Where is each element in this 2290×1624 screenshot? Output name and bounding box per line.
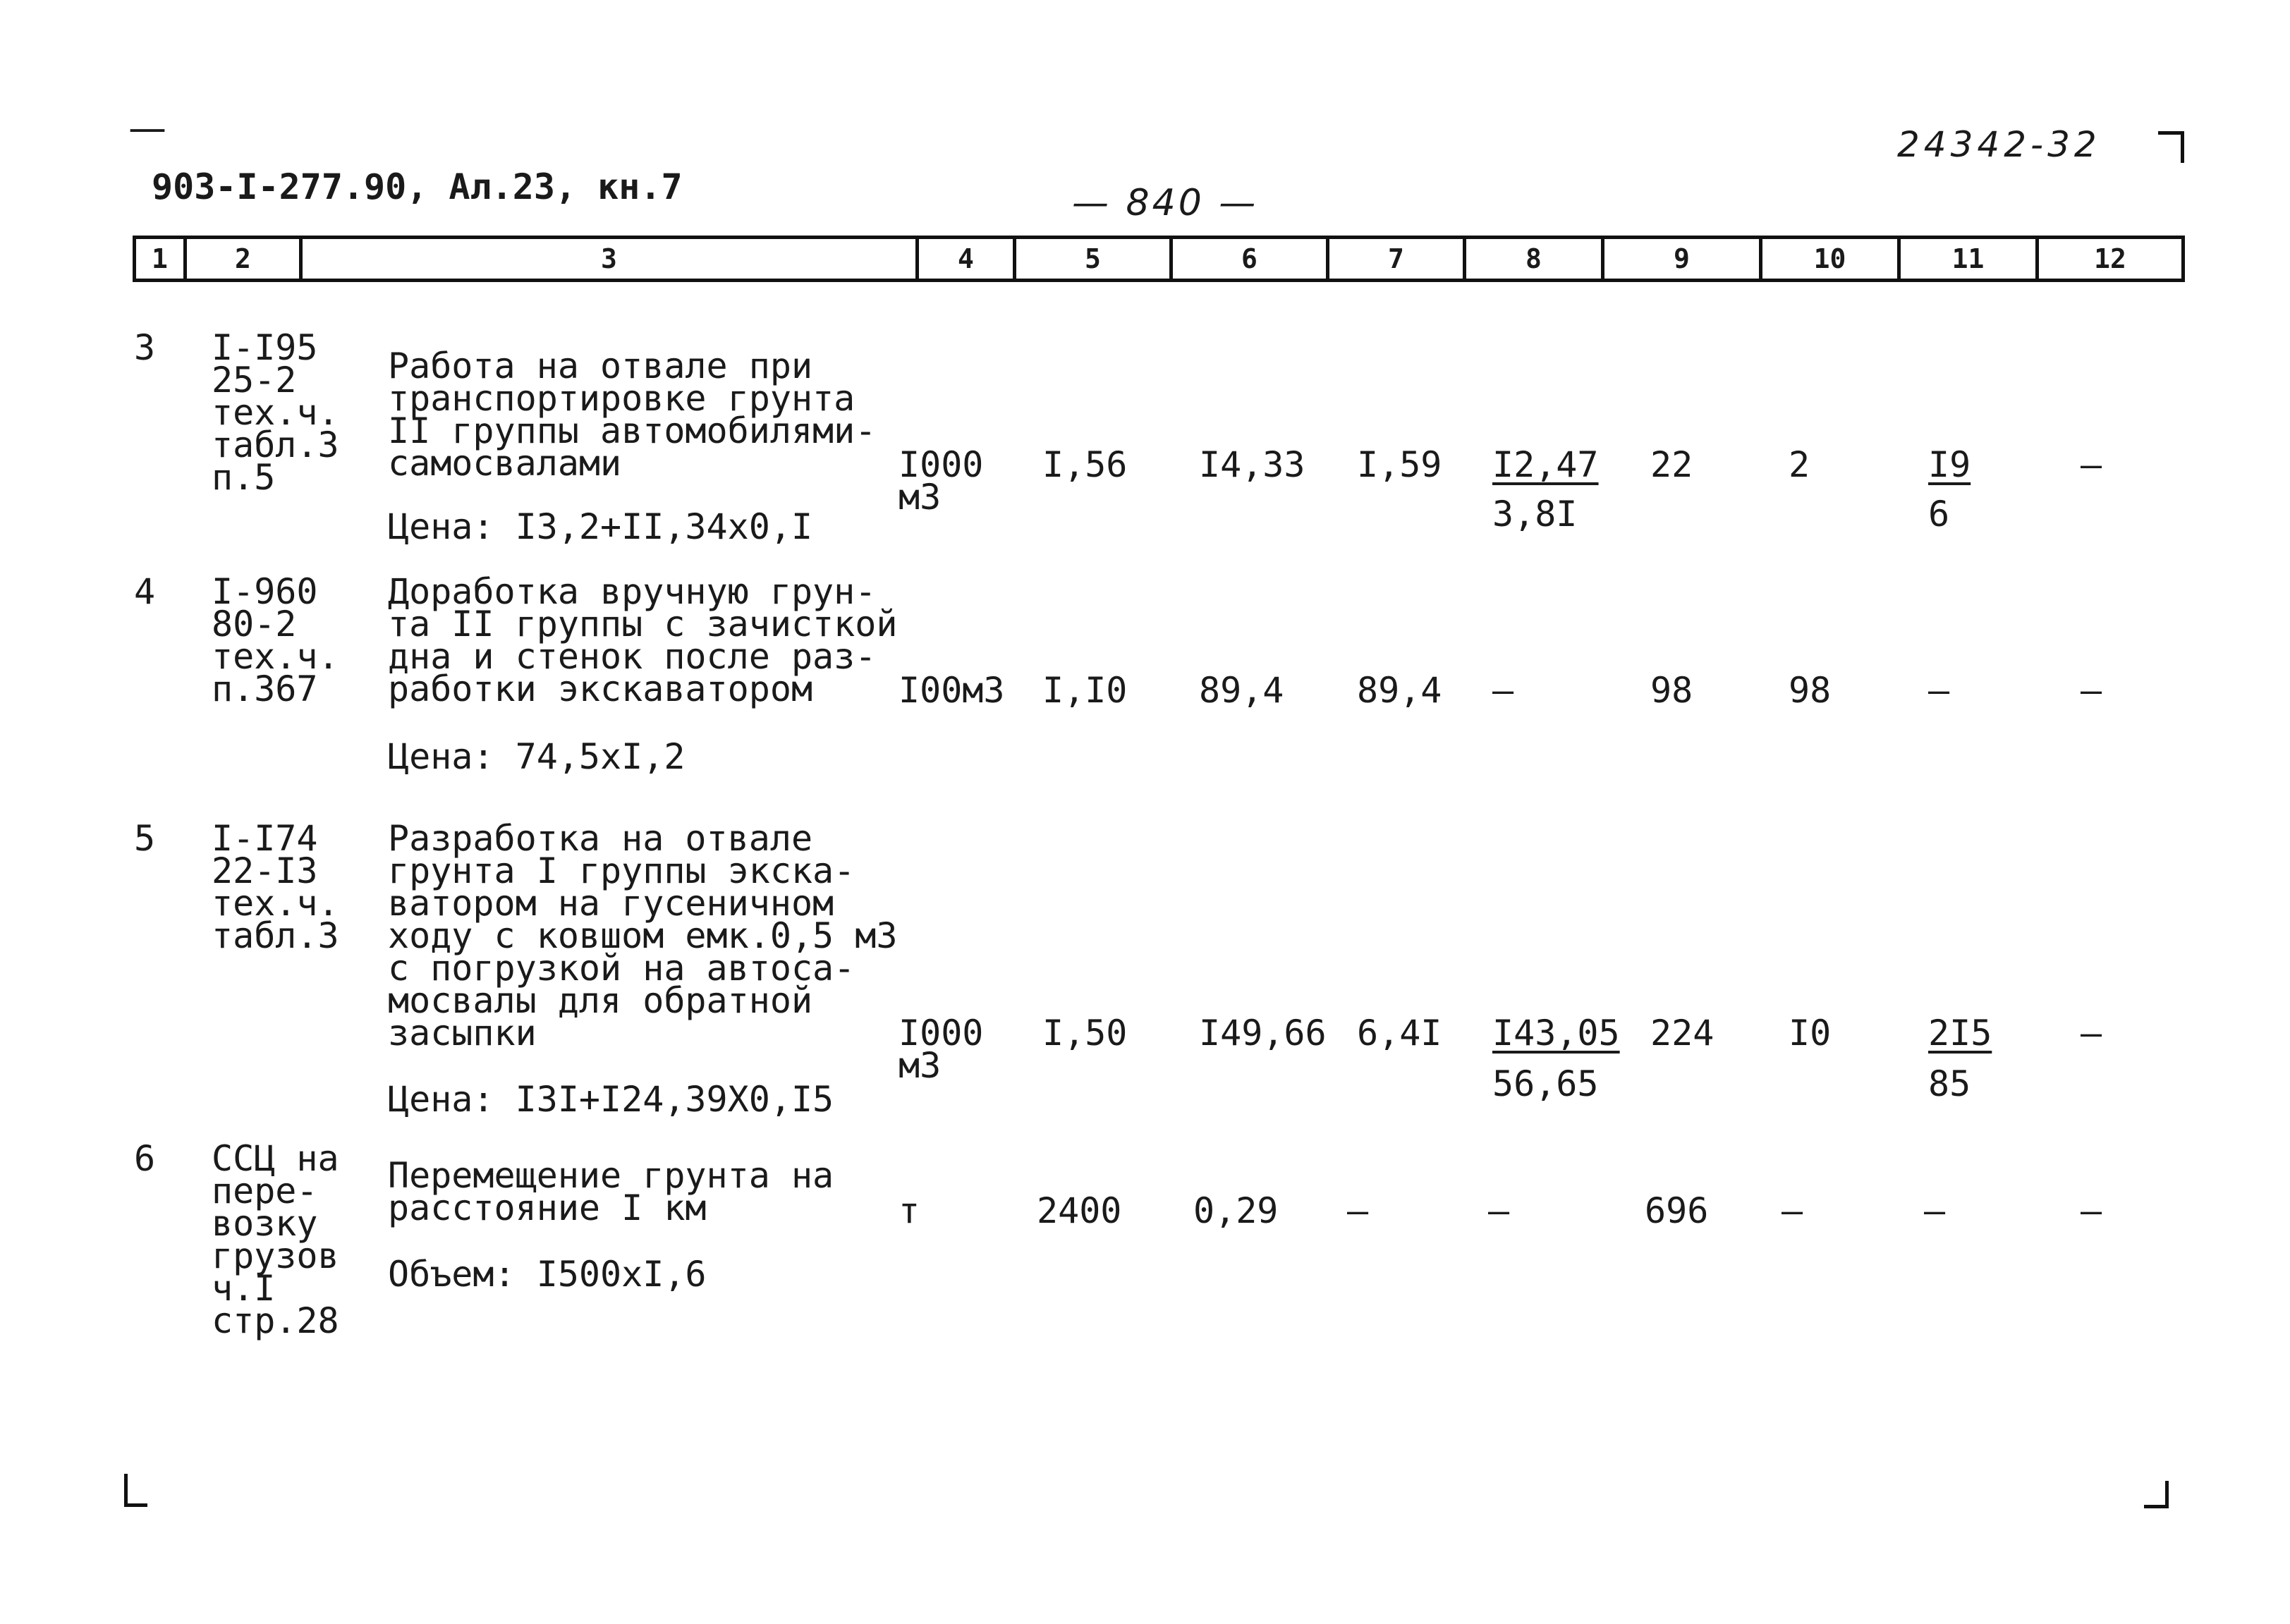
row-col8-top: – <box>1492 670 1514 711</box>
row-col8-bottom: 56,65 <box>1492 1063 1599 1104</box>
row-col8-top: I43,05 <box>1492 1013 1620 1054</box>
top-left-dash: — <box>128 106 166 150</box>
column-header-3: 3 <box>299 239 915 279</box>
row-volume-formula: Объем: I500xI,6 <box>388 1254 707 1295</box>
row-col12: – <box>2081 1190 2102 1231</box>
row-col11-bottom: 85 <box>1928 1063 1971 1104</box>
row-col11-top: I9 <box>1928 444 1971 485</box>
row-description: Доработка вручную грун- та II группы с зачисткой дна и стенок после раз- работки экскаватором <box>388 571 898 709</box>
column-header-7: 7 <box>1326 239 1463 279</box>
row-code: I-I95 25-2 тех.ч. табл.3 п.5 <box>212 327 339 498</box>
row-col8-top: – <box>1488 1190 1510 1231</box>
row-unit-price: 89,4 <box>1199 670 1284 711</box>
row-col10: I0 <box>1789 1013 1832 1054</box>
row-col7: – <box>1347 1190 1369 1231</box>
row-quantity: 2400 <box>1037 1190 1122 1231</box>
row-col7: 89,4 <box>1357 670 1442 711</box>
row-col12: – <box>2081 670 2102 711</box>
document-reference: 903-I-277.90, Ал.23, кн.7 <box>152 166 683 207</box>
column-header-11: 11 <box>1897 239 2035 279</box>
row-unit: т <box>899 1190 920 1231</box>
row-col10: – <box>1782 1190 1803 1231</box>
column-header-row <box>133 236 2185 282</box>
row-col9: 696 <box>1645 1190 1709 1231</box>
row-price-formula: Цена: I3I+I24,39X0,I5 <box>388 1079 834 1120</box>
row-col9: 98 <box>1650 670 1693 711</box>
page-number: — 840 — <box>1072 182 1259 224</box>
row-unit-price: I49,66 <box>1199 1013 1327 1054</box>
row-price-formula: Цена: 74,5xI,2 <box>388 736 686 777</box>
row-number: 5 <box>134 818 156 859</box>
row-description: Перемещение грунта на расстояние I км <box>388 1155 834 1228</box>
column-header-8: 8 <box>1463 239 1601 279</box>
row-unit: I000 м3 <box>899 444 984 518</box>
row-description: Работа на отвале при транспортировке грунта II группы автомобилями- самосвалами <box>388 346 877 484</box>
column-header-5: 5 <box>1013 239 1169 279</box>
row-col12: – <box>2081 1013 2102 1054</box>
corner-mark-bottom-right <box>2144 1481 2169 1508</box>
corner-mark-bottom-left <box>124 1474 147 1507</box>
row-number: 3 <box>134 327 156 368</box>
row-unit-price: 0,29 <box>1193 1190 1279 1231</box>
row-unit: I00м3 <box>899 670 1005 711</box>
row-col10: 98 <box>1789 670 1832 711</box>
row-col8-bottom: 3,8I <box>1492 494 1578 535</box>
row-code: I-960 80-2 тех.ч. п.367 <box>212 571 339 709</box>
row-col9: 224 <box>1650 1013 1715 1054</box>
corner-mark-top-right <box>2158 131 2184 163</box>
row-col10: 2 <box>1789 444 1810 485</box>
row-col9: 22 <box>1650 444 1693 485</box>
column-header-9: 9 <box>1601 239 1759 279</box>
row-quantity: I,50 <box>1042 1013 1128 1054</box>
row-col11-bottom: 6 <box>1928 494 1950 535</box>
row-number: 4 <box>134 571 156 612</box>
row-description: Разработка на отвале грунта I группы экска- ватором на гусеничном ходу с ковшом емк.0,5 м3 с погрузкой на автоса- мосвалы для обратной засыпки <box>388 818 898 1054</box>
row-price-formula: Цена: I3,2+II,34x0,I <box>388 506 813 547</box>
row-code: I-I74 22-I3 тех.ч. табл.3 <box>212 818 339 956</box>
column-header-10: 10 <box>1759 239 1897 279</box>
row-code: ССЦ на пере- возку грузов ч.I стр.28 <box>212 1138 339 1341</box>
column-header-12: 12 <box>2035 239 2185 279</box>
column-header-2: 2 <box>183 239 299 279</box>
row-quantity: I,I0 <box>1042 670 1128 711</box>
row-unit: I000 м3 <box>899 1013 984 1086</box>
row-unit-price: I4,33 <box>1199 444 1305 485</box>
row-col12: – <box>2081 444 2102 485</box>
column-header-4: 4 <box>915 239 1013 279</box>
row-col11-top: – <box>1924 1190 1946 1231</box>
row-col7: I,59 <box>1357 444 1442 485</box>
row-col8-top: I2,47 <box>1492 444 1599 485</box>
archive-stamp-number: 24342-32 <box>1897 124 2101 165</box>
row-col7: 6,4I <box>1357 1013 1442 1054</box>
column-header-1: 1 <box>133 239 183 279</box>
column-header-6: 6 <box>1169 239 1326 279</box>
row-number: 6 <box>134 1138 156 1179</box>
row-quantity: I,56 <box>1042 444 1128 485</box>
row-col11-top: – <box>1928 670 1950 711</box>
row-col11-top: 2I5 <box>1928 1013 1992 1054</box>
